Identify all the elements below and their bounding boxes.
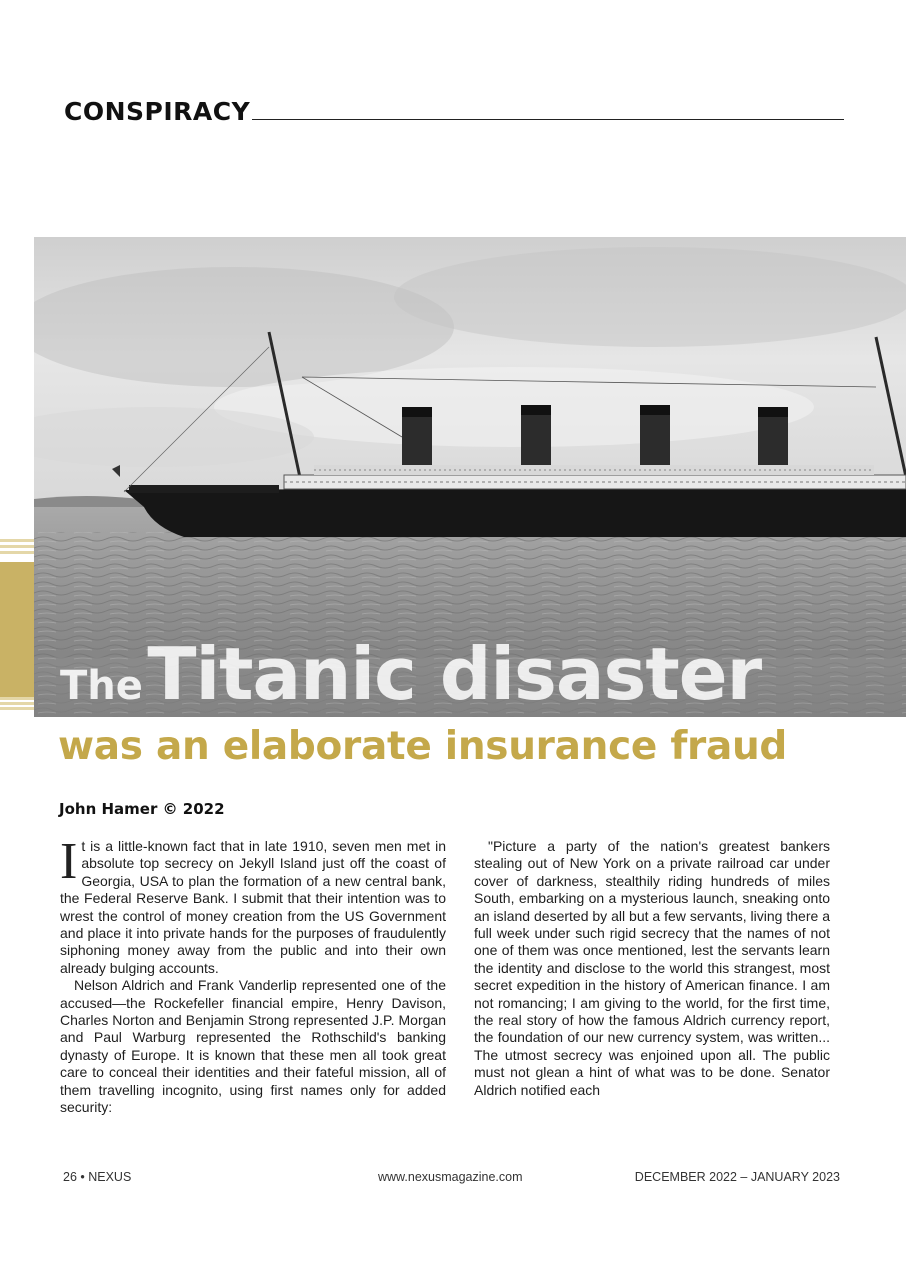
section-rule (252, 119, 844, 120)
article-column-right (474, 838, 830, 1099)
headline (60, 632, 860, 722)
paragraph-text: t is a little-known fact that in late 1910, seven men met in absolute top secrecy on Jekyll Island just off the coast of Georgia, USA to plan the formation of a new central bank, the Federal Reserve Bank. I submit that their intention was to wrest the control of money creation from the US Government and place it into private hands for the purposes of fraudulently siphoning money away from the public and into their own already bulging accounts. (60, 838, 446, 976)
footer-page-number: 26 • NEXUS (63, 1170, 132, 1184)
footer-website: www.nexusmagazine.com (378, 1170, 523, 1184)
article-column-left (60, 833, 446, 1117)
footer-issue-date: DECEMBER 2022 – JANUARY 2023 (634, 1170, 840, 1184)
paragraph: "Picture a party of the nation's greatest bankers stealing out of New York on a private railroad car under cover of darkness, stealthily riding hundreds of miles South, embarking on a mysterious launch, sneaking onto an island deserted by all but a few servants, living there a full week under such rigid secrecy that the names of not one of them was once mentioned, lest the servants learn the identity and disclose to the world this strangest, most secret expedition in the history of American finance. I am not romancing; I am giving to the world, for the first time, the real story of how the famous Aldrich currency report, the foundation of our new currency system, was written... The utmost secrecy was enjoined upon all. The public must not glean a hint of what was to be done. Senator Aldrich notified each (474, 838, 830, 1098)
section-header (64, 92, 844, 124)
decorative-gold-block (0, 562, 34, 697)
section-title: CONSPIRACY (64, 97, 251, 126)
headline-main: Titanic disaster (147, 632, 762, 716)
paragraph: Nelson Aldrich and Frank Vanderlip represented one of the accused—the Rockefeller financial empire, Henry Davison, Charles Norton and Benjamin Strong represented J.P. Morgan and Paul Warburg represented the Rothschild's banking dynasty of Europe. It is known that these men all took great care to conceal their identities and their fateful mission, all of them travelling incognito, using first names only for added security: (60, 977, 446, 1116)
decorative-stripes-bottom (0, 697, 34, 711)
page-footer (63, 1170, 840, 1186)
headline-subtitle: was an elaborate insurance fraud (58, 724, 788, 769)
paragraph (60, 833, 446, 977)
dropcap: I (60, 833, 78, 890)
decorative-stripes-top (0, 539, 34, 559)
headline-prefix: The (60, 663, 143, 709)
byline: John Hamer © 2022 (59, 800, 225, 818)
